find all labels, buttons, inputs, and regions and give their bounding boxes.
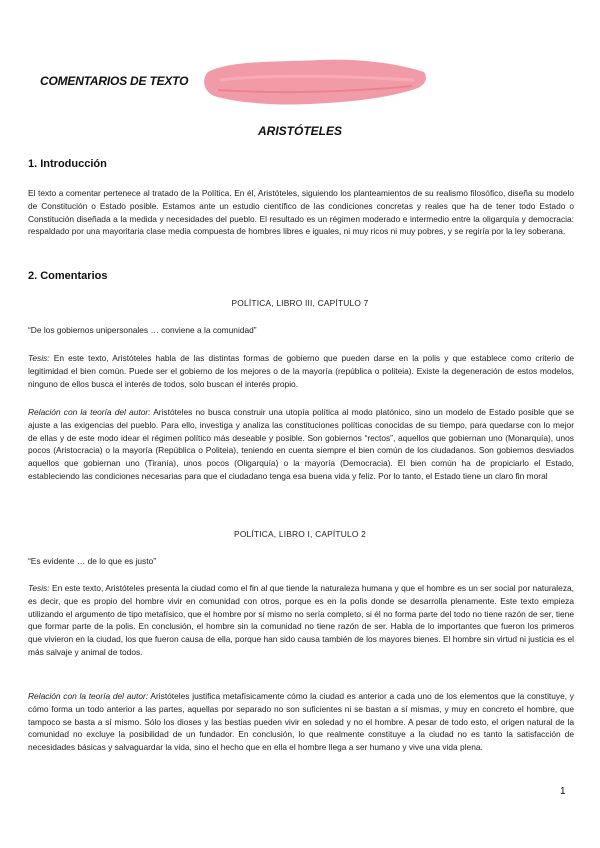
page-number: 1 — [560, 786, 566, 797]
block2-relacion — [28, 690, 574, 754]
document-header: COMENTARIOS DE TEXTO — [40, 74, 189, 88]
header-area — [40, 70, 400, 110]
block1-relacion — [28, 406, 574, 483]
highlighter-stroke — [200, 54, 430, 110]
block2-source: POLÍTICA, LIBRO I, CAPÍTULO 2 — [234, 529, 366, 539]
block1-source: POLÍTICA, LIBRO III, CAPÍTULO 7 — [231, 298, 369, 308]
document-title: ARISTÓTELES — [257, 124, 342, 138]
highlighter-stroke-shape — [204, 60, 426, 105]
block1-tesis-text: En este texto, Aristóteles habla de las distintas formas de gobierno que pueden darse en la polis y que establece como criterio de legitimidad el bien común. Puede ser el gobierno de los mejores o de la mayoría (república o politeia). Existe la degeneración de estos modelos, ninguno de ellos busca el interés de todos, solo buscan el interés propio. — [28, 353, 574, 389]
block1-tesis — [28, 352, 574, 390]
intro-heading: 1. Introducción — [28, 158, 107, 170]
comments-heading: 2. Comentarios — [28, 270, 108, 282]
block1-relacion-text: Aristóteles no busca construir una utopía política al modo platónico, sino un modelo de Estado posible que se ajuste a las exigencias del pueblo. Para ello, investiga y analiza las constituciones políticas conocidas de su tiempo, para quedarse con lo mejor de ellas y de este modo idear el régimen político más deseable y posible. Son gobiernos “rectos”, aquellos que gobiernan uno (Monarquía), unos pocos (Aristocracia) o la mayoría (República o Politeia), teniendo en cuenta siempre el bien común de los ciudadanos. Son gobiernos desviados aquellos que gobiernan uno (Tiranía), unos pocos (Oligarquía) o la mayoría (Democracia). El bien común ha de propiciarlo el Estado, estableciendo las condiciones necesarias para que el ciudadano tenga esa buena vida y feliz. Por lo tanto, el Estado tiene un claro fin moral — [28, 407, 574, 481]
block1-quote: “De los gobiernos unipersonales … conviene a la comunidad” — [28, 325, 257, 335]
block1-tesis-label: Tesis: — [28, 353, 50, 363]
block2-quote: “Es evidente … de lo que es justo” — [28, 556, 157, 566]
block2-relacion-label: Relación con la teoría del autor: — [28, 691, 149, 701]
block2-relacion-text: Aristóteles justifica metafísicamente cómo la ciudad es anterior a cada uno de los elementos que la constituye, y cómo forma un todo anterior a las partes, aquellas por separado no son suficientes ni se bastan a sí mismas, y muy en concreto el hombre, que tampoco se basta a sí mismo. Sólo los dioses y las bestias pueden vivir en soledad y no el hombre. A pesar de todo esto, el origen natural de la comunidad no excluye la posibilidad de un fundador. En conclusión, lo que realmente constituye a la ciudad no es tanto la satisfacción de necesidades básicas y salvaguardar la vida, sino el hecho que en ella el hombre llega a ser humano y vive una vida plena. — [28, 691, 574, 753]
block2-tesis — [28, 582, 574, 659]
block2-tesis-text: En este texto, Aristóteles presenta la ciudad como el fin al que tiende la naturaleza humana y que el hombre es un ser social por naturaleza, es decir, que es propio del hombre vivir en comunidad con otros, porque es en la polis donde se desarrolla plenamente. Este texto empieza utilizando el argumento de tipo metafísico, que el hombre por sí mismo no sería completo, si él no forma parte del todo no tiene razón de ser, tiene que formar parte de la polis. En conclusión, el hombre sin la comunidad no tiene razón de ser. Habla de lo importantes que fueron los primeros que vivieron en la ciudad, los que fueron causa de ella, porque han sido causa también de los mayores bienes. El hombre sin virtud ni justicia es el más salvaje y animal de todos. — [28, 583, 574, 657]
block2-tesis-label: Tesis: — [28, 583, 50, 593]
intro-paragraph: El texto a comentar pertenece al tratado de la Política. En él, Aristóteles, siguiendo los planteamientos de su realismo filosófico, diseña su modelo de Constitución o Estado posible. Estamos ante un estudio científico de las condiciones concretas y reales que ha de tener todo Estado o Constitución diseñada a la medida y necesidades del pueblo. El resultado es un régimen moderado e intermedio entre la oligarquía y democracia: respaldado por una mayoritaria clase media compuesta de hombres libres e iguales, ni muy ricos ni muy pobres, y se regiría por la ley soberana. — [28, 188, 574, 237]
block1-relacion-label: Relación con la teoría del autor: — [28, 407, 151, 417]
